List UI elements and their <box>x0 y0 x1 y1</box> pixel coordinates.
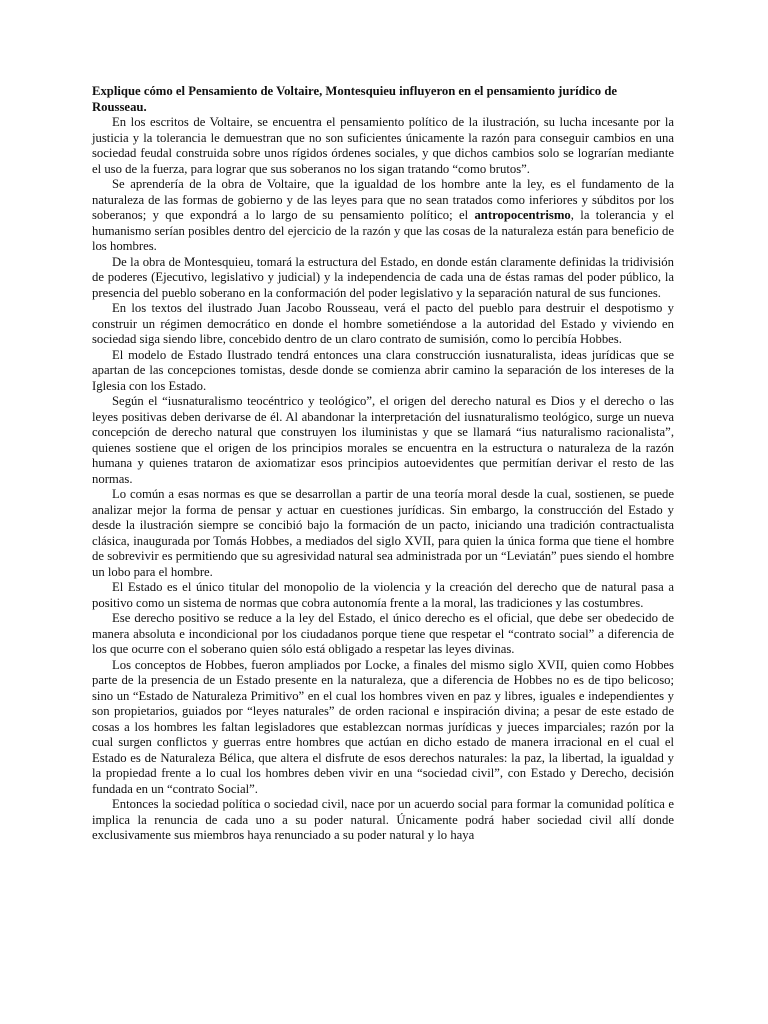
paragraph-montesquieu: De la obra de Montesquieu, tomará la estructura del Estado, en donde están claramente definidas la tridivisión de poderes (Ejecutivo, legislativo y judicial) y la independencia de cada una de éstas ramas del poder público, la presencia del pueblo soberano en la conformación del poder legislativo y la separación natural de sus funciones. <box>92 254 674 300</box>
paragraph-voltaire-writings: En los escritos de Voltaire, se encuentra el pensamiento político de la ilustración, su lucha incesante por la justicia y la tolerancia le demuestran que no son suficientes únicamente la razón para conseguir cambios en una sociedad feudal construida sobre unos rígidos órdenes sociales, y que dichos cambios solo se lograrían mediante el uso de la fuerza, para lograr que sus soberanos no los sigan tratando “como brutos”. <box>92 115 674 176</box>
paragraph-text: Se aprendería de la obra de Voltaire, que la igualdad de los hombre ante la ley, es el fundamento de la naturaleza de las formas de gobierno y de las leyes para que no sean tratados como inferiores y súbditos por los soberanos; y que expondrá a lo largo de su pensamiento político; el <box>92 177 674 222</box>
paragraph-iusnaturalismo: Según el “iusnaturalismo teocéntrico y teológico”, el origen del derecho natural es Dios y el derecho o las leyes positivas deben derivarse de él. Al abandonar la interpretación del iusnaturalismo teológico, surge un nueva concepción de derecho natural que construyen los iluministas y que se llamará “ius naturalismo racionalista”, quienes sostiene que el origen de los principios morales se encuentra en la estructura o naturaleza de la razón humana y quienes trataron de axiomatizar esos principios autoevidentes que permitían derivar el resto de las normas. <box>92 394 674 486</box>
paragraph-derecho-positivo: Ese derecho positivo se reduce a la ley del Estado, el único derecho es el oficial, que debe ser obedecido de manera absoluta e incondicional por los ciudadanos porque tiene que respetar el “contrato social” a diferencia de los que ocurre con el soberano quien sólo está obligado a respetar las leyes divinas. <box>92 611 674 656</box>
paragraph-text: , la tolerancia y el humanismo serían posibles dentro del ejercicio de la razón y que las cosas de la naturaleza están para beneficio de los hombres. <box>92 208 675 253</box>
paragraph-voltaire-equality <box>92 177 674 255</box>
paragraph-locke: Los conceptos de Hobbes, fueron ampliados por Locke, a finales del mismo siglo XVII, quien como Hobbes parte de la presencia de un Estado presente en la naturaleza, que a diferencia de Hobbes no es de tipo belicoso; sino un “Estado de Naturaleza Primitivo” en el cual los hombres viven en paz y libres, iguales e independientes y son propietarios, guiados por “leyes naturales” de orden racional e inspiración divina; a pesar de este estado de cosas a los hombres les faltan legisladores que establezcan normas jurídicas y jueces imparciales; razón por la cual surgen conflictos y guerras entre hombres que actúan en dicho estado de manera irracional en el cual el Estado es de Naturaleza Bélica, que altera el disfrute de esos derechos naturales: la paz, la libertad, la igualdad y la propiedad frente a lo cual los hombres deben vivir en una “sociedad civil”, con Estado y Derecho, decisión fundada en un “contrato Social”. <box>92 657 674 796</box>
paragraph-monopolio-violencia: El Estado es el único titular del monopolio de la violencia y la creación del derecho que de natural pasa a positivo como un sistema de normas que cobra autonomía frente a la moral, las tradiciones y las costumbres. <box>92 580 674 610</box>
paragraph-estado-ilustrado: El modelo de Estado Ilustrado tendrá entonces una clara construcción iusnaturalista, ideas jurídicas que se apartan de las concepciones tomistas, desde donde se comienza abrir camino la separación de los intereses de la Iglesia con los Estado. <box>92 347 674 393</box>
document-page <box>92 84 674 844</box>
emphasized-term: antropocentrismo <box>474 208 571 222</box>
paragraph-contractualismo: Lo común a esas normas es que se desarrollan a partir de una teoría moral desde la cual, sostienen, se puede analizar mejor la forma de pensar y actuar en cuestiones jurídicas. Sin embargo, la construcción del Estado y desde la ilustración siempre se concibió bajo la formación de un pacto, iniciando una tradición contractualista clásica, inaugurada por Tomás Hobbes, a mediados del siglo XVII, para quien la única forma que tiene el hombre de sobrevivir es permitiendo que su agresividad natural sea administrada por un “Leviatán” pues siendo el hombre un lobo para el hombre. <box>92 487 674 579</box>
paragraph-sociedad-civil: Entonces la sociedad política o sociedad civil, nace por un acuerdo social para formar la comunidad política e implica la renuncia de cada uno a su poder natural. Únicamente podrá haber sociedad civil allí donde exclusivamente sus miembros haya renunciado a su poder natural y lo haya <box>92 797 674 842</box>
document-title: Explique cómo el Pensamiento de Voltaire, Montesquieu influyeron en el pensamiento jurídico de Rousseau. <box>92 84 618 114</box>
paragraph-rousseau: En los textos del ilustrado Juan Jacobo Rousseau, verá el pacto del pueblo para destruir el despotismo y construir un régimen democrático en donde el hombre sometiéndose a la autoridad del Estado y viviendo en sociedad siga siendo libre, concebido dentro de un claro contrato de sumisión, como lo percibía Hobbes. <box>92 301 674 346</box>
